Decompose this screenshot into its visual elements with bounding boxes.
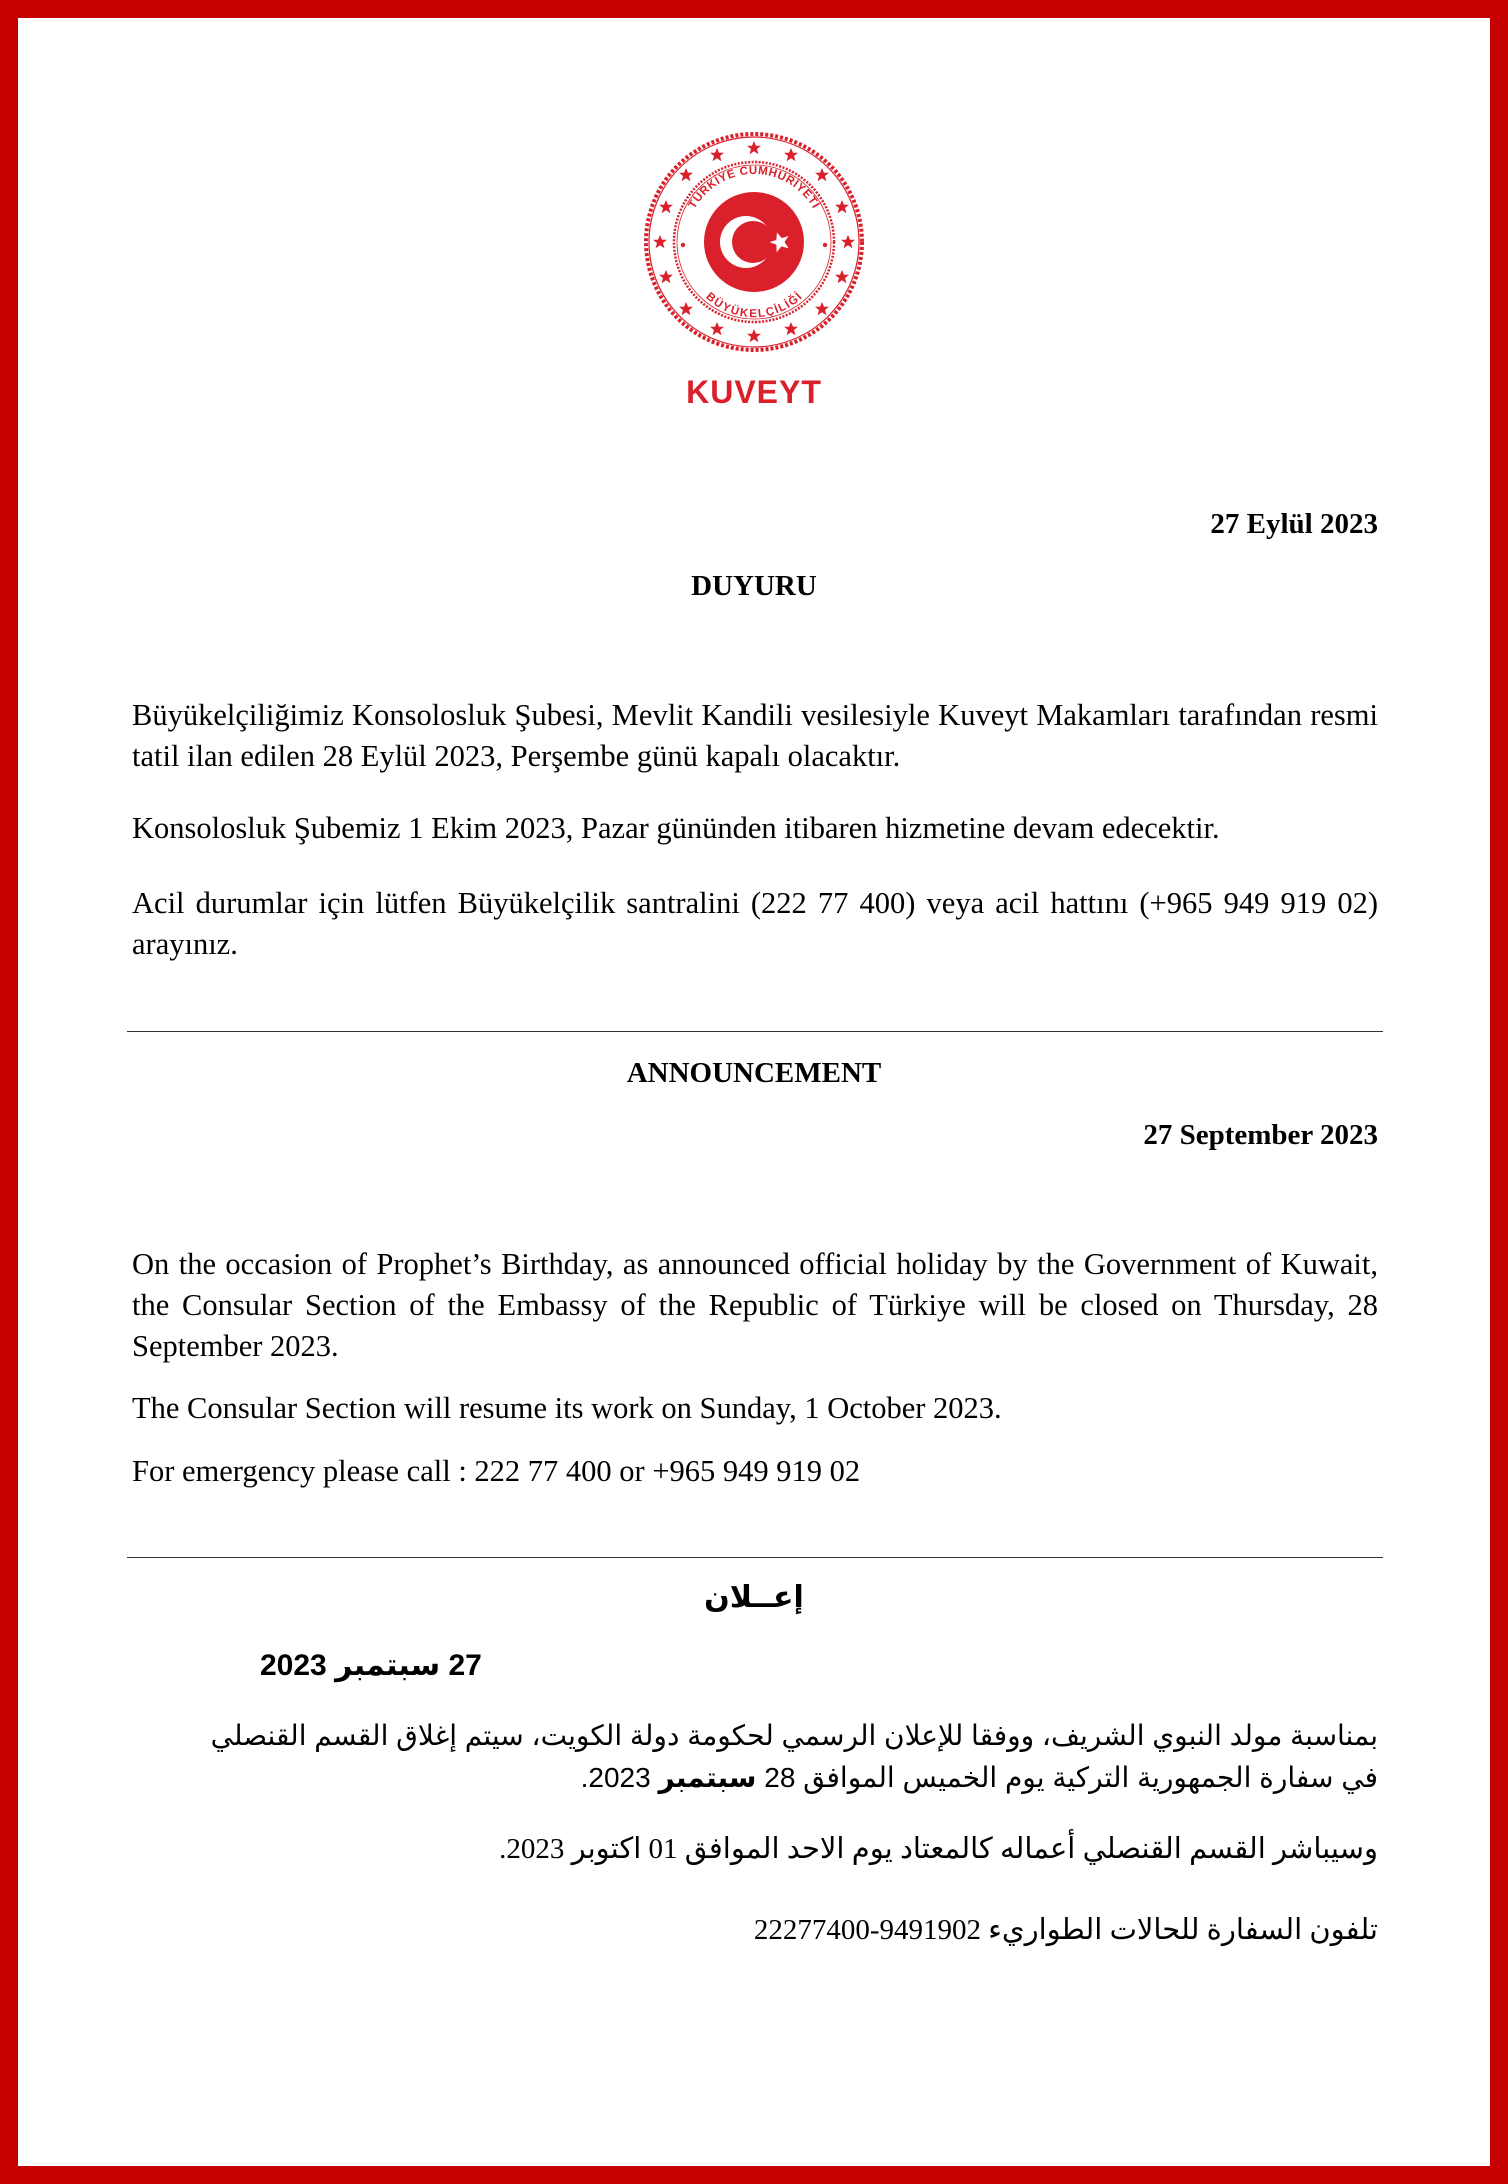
turkish-heading: DUYURU [691,570,817,602]
arabic-paragraph-1-year: 2023. [580,1762,659,1793]
arabic-heading: إعــلان [704,1581,804,1614]
english-paragraph-2: The Consular Section will resume its work on Sunday, 1 October 2023. [132,1391,1002,1425]
turkish-paragraph-1: Büyükelçiliğimiz Konsolosluk Şubesi, Mevlit Kandili vesilesiyle Kuveyt Makamları tarafından resmi tatil ilan edilen 28 Eylül 2023, Perşembe günü kapalı olacaktır. [132,698,1378,773]
turkish-date: 27 Eylül 2023 [1210,508,1378,540]
section-divider [127,1557,1383,1558]
crescent-star-emblem-icon [642,130,866,354]
arabic-month-bold: سبتمبر [658,1762,757,1793]
english-heading: ANNOUNCEMENT [626,1057,882,1089]
turkish-paragraph-2: Konsolosluk Şubemiz 1 Ekim 2023, Pazar gününden itibaren hizmetine devam edecektir. [132,811,1220,845]
arabic-paragraph-3: تلفون السفارة للحالات الطواريء 9491902-22277400 [753,1914,1378,1946]
svg-text:TÜRKİYE CUMHURİYETİ: TÜRKİYE CUMHURİYETİ [686,164,822,211]
embassy-logo [0,130,1508,411]
english-paragraph-1: On the occasion of Prophet’s Birthday, as announced official holiday by the Government of Kuwait, the Consular Section of the Embassy of the Republic of Türkiye will be closed on Thursday, 28 September 2023. [132,1247,1378,1363]
english-paragraph-3: For emergency please call : 222 77 400 or +965 949 919 02 [132,1454,861,1488]
english-date: 27 September 2023 [1143,1119,1378,1151]
arabic-paragraph-2: وسيباشر القسم القنصلي أعماله كالمعتاد يوم الاحد الموافق 01 اكتوبر 2023. [499,1833,1378,1865]
location-label: KUVEYT [686,374,822,410]
arabic-date: 27 سبتمبر 2023 [260,1649,482,1682]
arabic-paragraph-1-text: بمناسبة مولد النبوي الشريف، ووفقا للإعلان الرسمي لحكومة دولة الكويت، سيتم إغلاق القسم القنصلي في سفارة الجمهورية التركية يوم الخميس الموافق 28 [210,1720,1378,1793]
svg-text:BÜYÜKELÇİLİĞİ: BÜYÜKELÇİLİĞİ [703,290,805,321]
arabic-paragraph-1 [188,1715,1378,1799]
section-divider [127,1031,1383,1032]
turkish-paragraph-3: Acil durumlar için lütfen Büyükelçilik santralini (222 77 400) veya acil hattını (+965 949 919 02) arayınız. [132,886,1378,961]
